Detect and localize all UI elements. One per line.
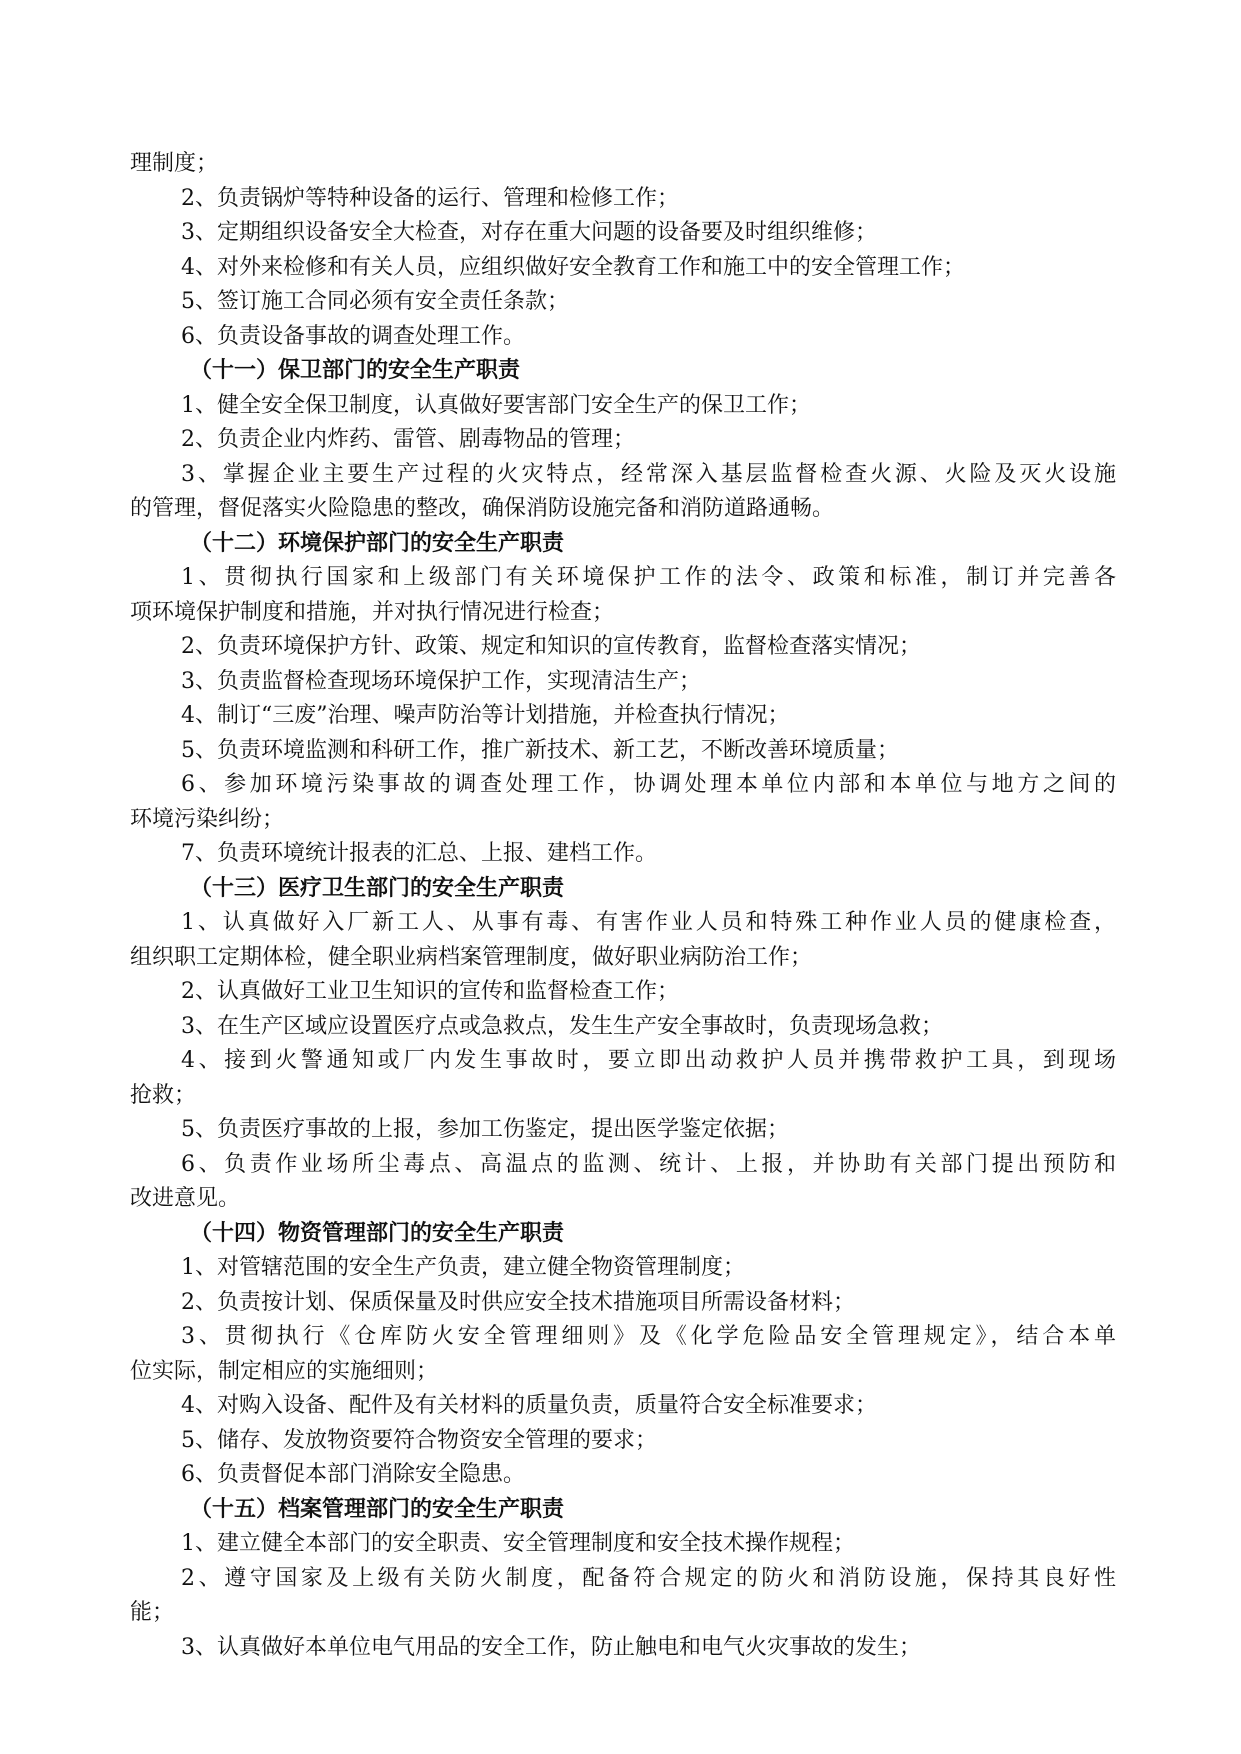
section-heading: （十二）环境保护部门的安全生产职责	[190, 531, 565, 556]
text-line: 改进意见。	[130, 1186, 241, 1211]
list-item: 3、认真做好本单位电气用品的安全工作，防止触电和电气火灾事故的发生；	[181, 1635, 921, 1660]
list-item: 1、认真做好入厂新工人、从事有毒、有害作业人员和特殊工种作业人员的健康检查，	[181, 910, 1116, 935]
list-item: 4、制订“三废”治理、噪声防治等计划措施，并检查执行情况；	[181, 703, 790, 728]
list-item: 1、对管辖范围的安全生产负责，建立健全物资管理制度；	[181, 1255, 745, 1280]
list-item: 2、遵守国家及上级有关防火制度，配备符合规定的防火和消防设施，保持其良好性	[181, 1566, 1116, 1591]
list-item: 4、接到火警通知或厂内发生事故时，要立即出动救护人员并携带救护工具，到现场	[181, 1048, 1116, 1073]
list-item: 5、负责环境监测和科研工作，推广新技术、新工艺，不断改善环境质量；	[181, 738, 899, 763]
text-line: 位实际，制定相应的实施细则；	[130, 1359, 439, 1384]
list-item: 2、负责锅炉等特种设备的运行、管理和检修工作；	[181, 186, 679, 211]
list-item: 3、定期组织设备安全大检查，对存在重大问题的设备要及时组织维修；	[181, 220, 877, 245]
text-line: 理制度；	[130, 151, 219, 176]
list-item: 3、在生产区域应设置医疗点或急救点，发生生产安全事故时，负责现场急救；	[181, 1014, 943, 1039]
list-item: 5、负责医疗事故的上报，参加工伤鉴定，提出医学鉴定依据；	[181, 1117, 789, 1142]
list-item: 3、掌握企业主要生产过程的火灾特点，经常深入基层监督检查火源、火险及灭火设施	[181, 462, 1116, 487]
section-heading: （十五）档案管理部门的安全生产职责	[190, 1497, 565, 1522]
list-item: 2、负责环境保护方针、政策、规定和知识的宣传教育，监督检查落实情况；	[181, 634, 921, 659]
section-heading: （十一）保卫部门的安全生产职责	[190, 358, 521, 383]
text-line: 的管理，督促落实火险隐患的整改，确保消防设施完备和消防道路通畅。	[130, 496, 835, 521]
list-item: 1、贯彻执行国家和上级部门有关环境保护工作的法令、政策和标准，制订并完善各	[181, 565, 1116, 590]
list-item: 6、负责督促本部门消除安全隐患。	[181, 1462, 525, 1487]
list-item: 7、负责环境统计报表的汇总、上报、建档工作。	[181, 841, 657, 866]
list-item: 6、负责作业场所尘毒点、高温点的监测、统计、上报，并协助有关部门提出预防和	[181, 1152, 1116, 1177]
section-heading: （十三）医疗卫生部门的安全生产职责	[190, 876, 565, 901]
list-item: 5、储存、发放物资要符合物资安全管理的要求；	[181, 1428, 657, 1453]
text-line: 组织职工定期体检，健全职业病档案管理制度，做好职业病防治工作；	[130, 945, 813, 970]
text-line: 能；	[130, 1600, 175, 1625]
list-item: 1、健全安全保卫制度，认真做好要害部门安全生产的保卫工作；	[181, 393, 811, 418]
list-item: 5、签订施工合同必须有安全责任条款；	[181, 289, 569, 314]
list-item: 3、负责监督检查现场环境保护工作，实现清洁生产；	[181, 669, 701, 694]
list-item: 3、贯彻执行《仓库防火安全管理细则》及《化学危险品安全管理规定》，结合本单	[181, 1324, 1116, 1349]
list-item: 2、负责按计划、保质保量及时供应安全技术措施项目所需设备材料；	[181, 1290, 855, 1315]
list-item: 1、建立健全本部门的安全职责、安全管理制度和安全技术操作规程；	[181, 1531, 855, 1556]
list-item: 4、对外来检修和有关人员，应组织做好安全教育工作和施工中的安全管理工作；	[181, 255, 965, 280]
list-item: 6、负责设备事故的调查处理工作。	[181, 324, 525, 349]
text-line: 环境污染纠纷；	[130, 807, 285, 832]
list-item: 2、认真做好工业卫生知识的宣传和监督检查工作；	[181, 979, 679, 1004]
list-item: 4、对购入设备、配件及有关材料的质量负责，质量符合安全标准要求；	[181, 1393, 877, 1418]
list-item: 2、负责企业内炸药、雷管、剧毒物品的管理；	[181, 427, 635, 452]
list-item: 6、参加环境污染事故的调查处理工作，协调处理本单位内部和本单位与地方之间的	[181, 772, 1116, 797]
text-line: 抢救；	[130, 1083, 197, 1108]
section-heading: （十四）物资管理部门的安全生产职责	[190, 1221, 565, 1246]
text-line: 项环境保护制度和措施，并对执行情况进行检查；	[130, 600, 615, 625]
